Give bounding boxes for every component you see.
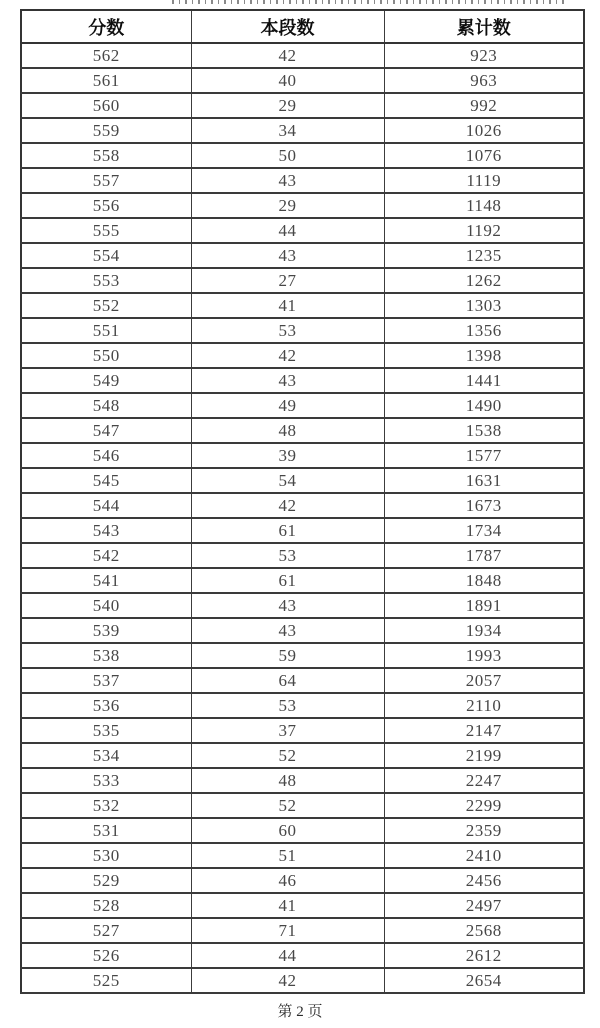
cumulative-count-cell: 2199 [384, 743, 584, 768]
segment-count-cell: 43 [191, 168, 384, 193]
cumulative-count-cell: 2299 [384, 793, 584, 818]
cumulative-count-cell: 1262 [384, 268, 584, 293]
score-cell: 557 [21, 168, 191, 193]
cumulative-count-cell: 2568 [384, 918, 584, 943]
segment-count-cell: 39 [191, 443, 384, 468]
segment-count-cell: 43 [191, 368, 384, 393]
cumulative-count-cell: 2247 [384, 768, 584, 793]
table-row [21, 868, 584, 893]
score-cell: 535 [21, 718, 191, 743]
cumulative-count-cell: 2147 [384, 718, 584, 743]
segment-count-cell: 59 [191, 643, 384, 668]
score-cell: 551 [21, 318, 191, 343]
cumulative-count-cell: 992 [384, 93, 584, 118]
segment-count-cell: 51 [191, 843, 384, 868]
column-header-score: 分数 [21, 10, 191, 43]
cumulative-count-cell: 1026 [384, 118, 584, 143]
column-header-cumulative-count: 累计数 [384, 10, 584, 43]
table-row [21, 293, 584, 318]
score-cell: 561 [21, 68, 191, 93]
segment-count-cell: 61 [191, 518, 384, 543]
segment-count-cell: 40 [191, 68, 384, 93]
cumulative-count-cell: 1490 [384, 393, 584, 418]
table-row [21, 643, 584, 668]
cumulative-count-cell: 1891 [384, 593, 584, 618]
table-row [21, 443, 584, 468]
segment-count-cell: 48 [191, 418, 384, 443]
score-cell: 532 [21, 793, 191, 818]
score-cell: 562 [21, 43, 191, 68]
score-cell: 547 [21, 418, 191, 443]
table-row [21, 368, 584, 393]
segment-count-cell: 37 [191, 718, 384, 743]
segment-count-cell: 41 [191, 293, 384, 318]
table-row [21, 743, 584, 768]
cumulative-count-cell: 2497 [384, 893, 584, 918]
table-row [21, 493, 584, 518]
score-cell: 559 [21, 118, 191, 143]
segment-count-cell: 42 [191, 968, 384, 993]
table-row [21, 968, 584, 993]
score-cell: 530 [21, 843, 191, 868]
table-row [21, 693, 584, 718]
cumulative-count-cell: 2057 [384, 668, 584, 693]
table-row [21, 543, 584, 568]
cumulative-count-cell: 2410 [384, 843, 584, 868]
table-row [21, 568, 584, 593]
score-cell: 548 [21, 393, 191, 418]
score-cell: 545 [21, 468, 191, 493]
segment-count-cell: 27 [191, 268, 384, 293]
cumulative-count-cell: 2110 [384, 693, 584, 718]
table-row [21, 893, 584, 918]
table-row [21, 243, 584, 268]
table-row [21, 193, 584, 218]
table-row [21, 468, 584, 493]
score-cell: 539 [21, 618, 191, 643]
segment-count-cell: 49 [191, 393, 384, 418]
score-cell: 537 [21, 668, 191, 693]
segment-count-cell: 54 [191, 468, 384, 493]
score-cell: 558 [21, 143, 191, 168]
page-number-footer: 第 2 页 [277, 1004, 323, 1020]
score-cell: 541 [21, 568, 191, 593]
table-row [21, 118, 584, 143]
table-row [21, 218, 584, 243]
cumulative-count-cell: 1235 [384, 243, 584, 268]
score-cell: 536 [21, 693, 191, 718]
segment-count-cell: 60 [191, 818, 384, 843]
score-cell: 540 [21, 593, 191, 618]
table-row [21, 168, 584, 193]
segment-count-cell: 42 [191, 343, 384, 368]
score-cell: 550 [21, 343, 191, 368]
score-cell: 528 [21, 893, 191, 918]
cumulative-count-cell: 1398 [384, 343, 584, 368]
cumulative-count-cell: 2654 [384, 968, 584, 993]
score-cell: 553 [21, 268, 191, 293]
cumulative-count-cell: 963 [384, 68, 584, 93]
segment-count-cell: 41 [191, 893, 384, 918]
score-cell: 543 [21, 518, 191, 543]
clipped-title-remnant [172, 0, 564, 4]
table-row [21, 718, 584, 743]
cumulative-count-cell: 1787 [384, 543, 584, 568]
segment-count-cell: 64 [191, 668, 384, 693]
score-cell: 534 [21, 743, 191, 768]
table-row [21, 843, 584, 868]
segment-count-cell: 44 [191, 218, 384, 243]
table-row [21, 618, 584, 643]
score-cell: 527 [21, 918, 191, 943]
score-cell: 555 [21, 218, 191, 243]
score-distribution-table [20, 9, 585, 994]
cumulative-count-cell: 1148 [384, 193, 584, 218]
segment-count-cell: 29 [191, 93, 384, 118]
score-cell: 556 [21, 193, 191, 218]
segment-count-cell: 50 [191, 143, 384, 168]
score-cell: 529 [21, 868, 191, 893]
segment-count-cell: 53 [191, 543, 384, 568]
table-row [21, 793, 584, 818]
segment-count-cell: 71 [191, 918, 384, 943]
score-cell: 554 [21, 243, 191, 268]
cumulative-count-cell: 1076 [384, 143, 584, 168]
cumulative-count-cell: 1848 [384, 568, 584, 593]
segment-count-cell: 29 [191, 193, 384, 218]
table-row [21, 268, 584, 293]
segment-count-cell: 52 [191, 793, 384, 818]
score-cell: 531 [21, 818, 191, 843]
segment-count-cell: 43 [191, 243, 384, 268]
cumulative-count-cell: 2612 [384, 943, 584, 968]
cumulative-count-cell: 1631 [384, 468, 584, 493]
segment-count-cell: 42 [191, 43, 384, 68]
segment-count-cell: 44 [191, 943, 384, 968]
cumulative-count-cell: 2456 [384, 868, 584, 893]
cumulative-count-cell: 1934 [384, 618, 584, 643]
cumulative-count-cell: 1303 [384, 293, 584, 318]
segment-count-cell: 48 [191, 768, 384, 793]
table-row [21, 943, 584, 968]
cumulative-count-cell: 1993 [384, 643, 584, 668]
segment-count-cell: 42 [191, 493, 384, 518]
table-row [21, 918, 584, 943]
table-row [21, 418, 584, 443]
segment-count-cell: 43 [191, 593, 384, 618]
segment-count-cell: 52 [191, 743, 384, 768]
segment-count-cell: 53 [191, 318, 384, 343]
table-row [21, 818, 584, 843]
table-row [21, 343, 584, 368]
segment-count-cell: 46 [191, 868, 384, 893]
cumulative-count-cell: 1356 [384, 318, 584, 343]
cumulative-count-cell: 1192 [384, 218, 584, 243]
cumulative-count-cell: 1119 [384, 168, 584, 193]
table-row [21, 518, 584, 543]
score-cell: 546 [21, 443, 191, 468]
table-row [21, 93, 584, 118]
score-cell: 538 [21, 643, 191, 668]
segment-count-cell: 53 [191, 693, 384, 718]
score-table-body [21, 43, 584, 993]
table-row [21, 593, 584, 618]
table-row [21, 43, 584, 68]
score-cell: 526 [21, 943, 191, 968]
cumulative-count-cell: 1673 [384, 493, 584, 518]
score-cell: 533 [21, 768, 191, 793]
table-row [21, 768, 584, 793]
cumulative-count-cell: 1441 [384, 368, 584, 393]
segment-count-cell: 34 [191, 118, 384, 143]
score-cell: 525 [21, 968, 191, 993]
score-cell: 560 [21, 93, 191, 118]
segment-count-cell: 61 [191, 568, 384, 593]
column-header-segment-count: 本段数 [191, 10, 384, 43]
header-row [21, 10, 584, 43]
score-cell: 549 [21, 368, 191, 393]
cumulative-count-cell: 1734 [384, 518, 584, 543]
table-row [21, 668, 584, 693]
table-row [21, 68, 584, 93]
cumulative-count-cell: 1538 [384, 418, 584, 443]
cumulative-count-cell: 1577 [384, 443, 584, 468]
table-row [21, 318, 584, 343]
score-cell: 542 [21, 543, 191, 568]
score-cell: 544 [21, 493, 191, 518]
table-row [21, 393, 584, 418]
table-row [21, 143, 584, 168]
segment-count-cell: 43 [191, 618, 384, 643]
cumulative-count-cell: 923 [384, 43, 584, 68]
cumulative-count-cell: 2359 [384, 818, 584, 843]
score-cell: 552 [21, 293, 191, 318]
